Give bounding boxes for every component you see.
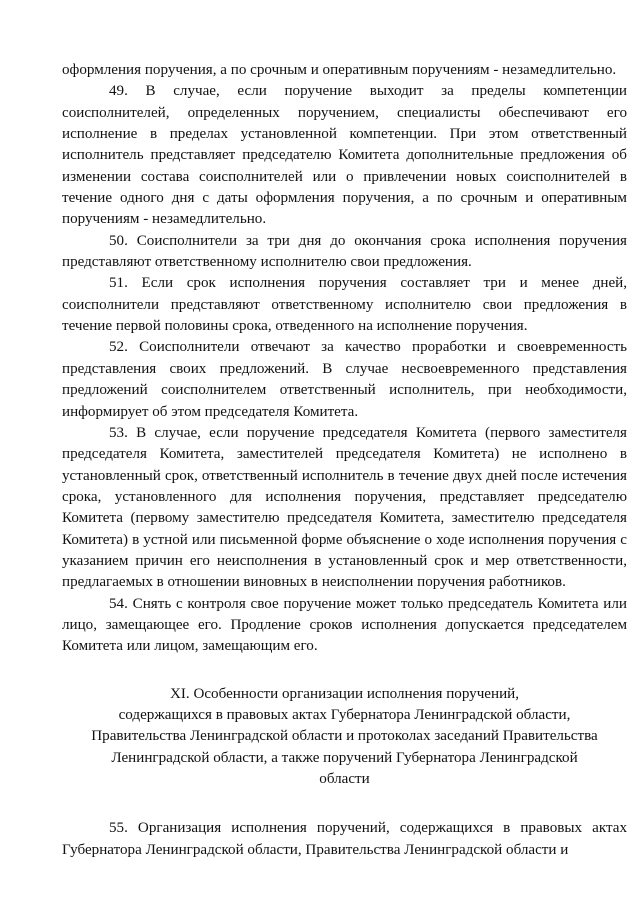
section-heading-xi <box>62 684 627 791</box>
section-heading-line: содержащихся в правовых актах Губернатора Ленинградской области, <box>118 706 571 723</box>
paragraph-55: 55. Организация исполнения поручений, содержащихся в правовых актах Губернатора Ленинградской области, Правительства Ленинградской области и <box>62 820 627 858</box>
paragraph-51: 51. Если срок исполнения поручения составляет три и менее дней, соисполнители представляют ответственному исполнителю свои предложения в течение первой половины срока, отведенного на исполнение поручения. <box>62 275 627 335</box>
section-heading-line: Правительства Ленинградской области и протоколах заседаний Правительства <box>91 728 598 745</box>
paragraph-52: 52. Соисполнители отвечают за качество проработки и своевременность представления своих предложений. В случае несвоевременного представления предложений соисполнителем ответственный исполнитель, при необходимости, информирует об этом председателя Комитета. <box>62 339 627 420</box>
document-page <box>62 60 627 861</box>
paragraph-54: 54. Снять с контроля свое поручение может только председатель Комитета или лицо, замещающее его. Продление сроков исполнения допускается председателем Комитета или лицом, замещающим его. <box>62 595 627 655</box>
paragraph-50: 50. Соисполнители за три дня до окончания срока исполнения поручения представляют ответственному исполнителю свои предложения. <box>62 232 627 271</box>
section-heading-line: области <box>319 771 370 787</box>
section-heading-line: Ленинградской области, а также поручений Губернатора Ленинградской <box>111 749 578 766</box>
paragraph-48-continuation: оформления поручения, а по срочным и оперативным поручениям - незамедлительно. <box>62 62 617 78</box>
section-heading-line: XI. Особенности организации исполнения поручений, <box>169 685 520 702</box>
paragraph-53: 53. В случае, если поручение председателя Комитета (первого заместителя председателя Комитета, заместителей председателя Комитета) не исполнено в установленный срок, ответственный исполнитель в течение двух дней после истечения срока, установленного для исполнения поручения, представляет председателю Комитета (первому заместителю председателя Комитета, заместителю председателя Комитета) в устной или письменной форме объяснение о ходе исполнения поручения с указанием причин его неисполнения в установленный срок и мер ответственности, предлагаемых в отношении виновных в неисполнении поручения работников. <box>62 424 627 591</box>
paragraph-49: 49. В случае, если поручение выходит за пределы компетенции соисполнителей, определенных поручением, специалисты обеспечивают его исполнение в пределах установленной компетенции. При этом ответственный исполнитель представляет председателю Комитета дополнительные предложения об изменении состава соисполнителей или о привлечении новых соисполнителей в течение одного дня с даты оформления поручения, а по срочным и оперативным поручениям - незамедлительно. <box>62 83 627 228</box>
